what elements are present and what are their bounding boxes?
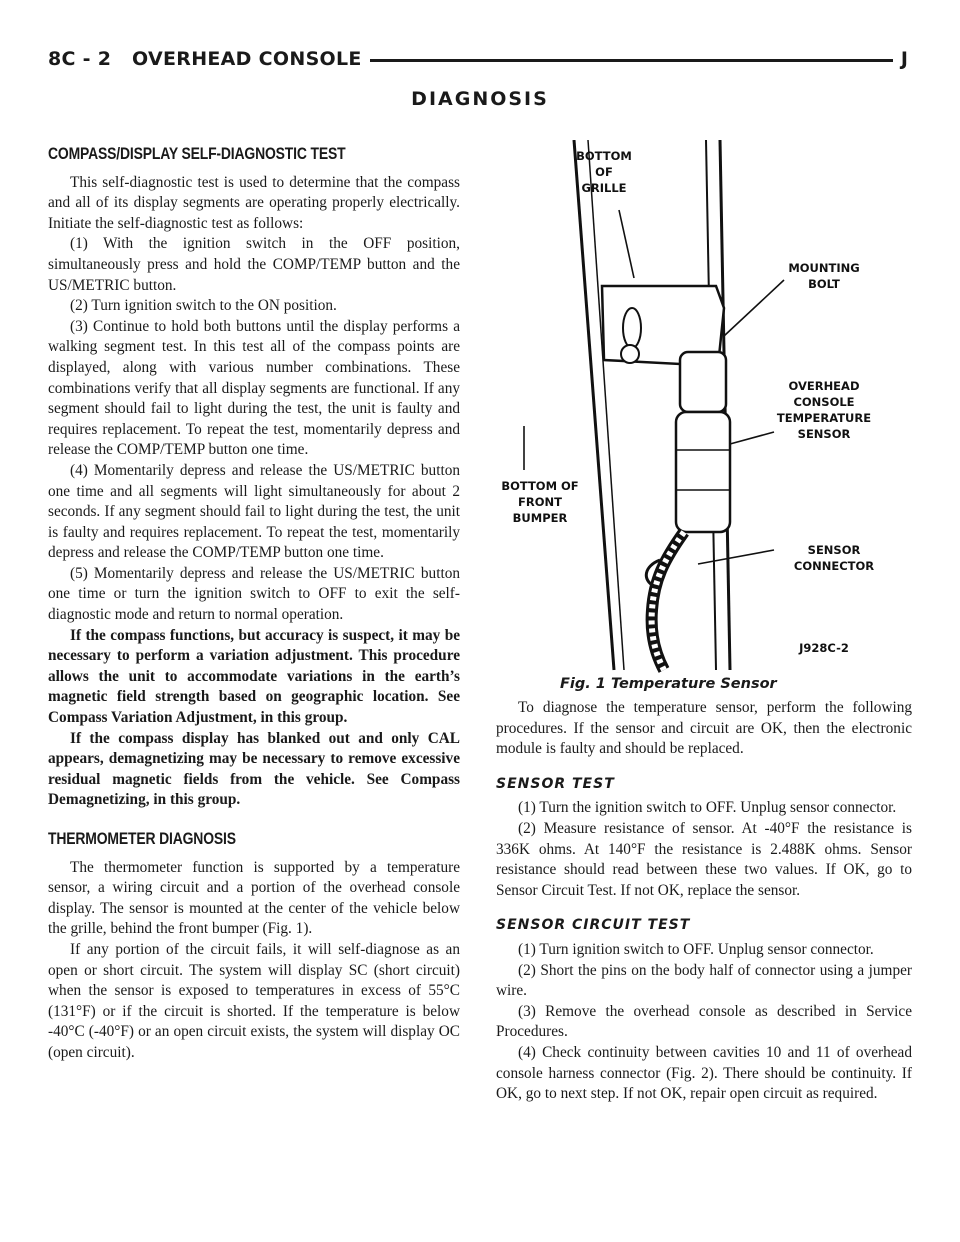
circuit-test-step: (1) Turn ignition switch to OFF. Unplug sensor connector.	[518, 940, 874, 958]
label-mounting-bolt: BOLT	[808, 277, 840, 291]
self-test-step: (3) Continue to hold both buttons until the display performs a walking segment test. In this test all of the compass points are displayed, along with various number combinations. These combinations verify that all display segments are functional. If any segment should fail to light during the test, the unit is faulty and requires replacement. To repeat the test, momentarily depress and release the COMP/TEMP button one time.	[48, 317, 460, 459]
circuit-test-step: (2) Short the pins on the body half of connector using a jumper wire.	[496, 961, 912, 1000]
label-bumper: BUMPER	[512, 511, 568, 525]
sensor-test-step: (2) Measure resistance of sensor. At -40°F the resistance is 336K ohms. At 140°F the resistance is 2.488K ohms. Sensor resistance should read between these two values. If OK, go to Sensor Circuit Test. If not OK, replace the sensor.	[496, 819, 912, 899]
thermo-para: If any portion of the circuit fails, it will self-diagnose as an open or short circuit. The system will display SC (short circuit) when the sensor is exposed to temperatures in excess of 55°C (131°F) or if the circuit is shorted. If the temperature is below -40°C (-40°F) or an open circuit exists, the system will display OC (open circuit).	[48, 940, 460, 1061]
label-bottom-grille: BOTTOM	[576, 149, 632, 163]
self-test-step: (5) Momentarily depress and release the US/METRIC button one time or turn the ignition switch to OFF to exit the self-diagnostic mode and return to normal operation.	[48, 564, 460, 624]
label-temp-sensor: SENSOR	[797, 427, 851, 441]
label-bottom-grille: GRILLE	[581, 181, 627, 195]
circuit-test-heading: SENSOR CIRCUIT TEST	[496, 917, 691, 934]
self-test-step: (1) With the ignition switch in the OFF position, simultaneously press and hold the COMP/TEMP button and the US/METRIC button.	[48, 235, 460, 294]
label-mounting-bolt: MOUNTING	[788, 261, 860, 275]
label-connector: SENSOR	[807, 543, 861, 557]
header-section: 8C - 2 OVERHEAD CONSOLE	[48, 48, 370, 70]
figure-temperature-sensor	[484, 140, 904, 680]
self-test-step: (2) Turn ignition switch to the ON position.	[70, 297, 337, 315]
circuit-test-step: (4) Check continuity between cavities 10 and 11 of overhead console harness connector (Fig. 2). There should be continuity. If OK, go to next step. If not OK, repair open circuit as required.	[496, 1043, 912, 1103]
label-bumper: BOTTOM OF	[501, 479, 579, 493]
label-temp-sensor: OVERHEAD	[788, 379, 860, 393]
self-test-step: (4) Momentarily depress and release the US/METRIC button one time and all segments will light simultaneously for about 2 seconds. If any segment should fail to light during the test, the unit is faulty and requires replacement. To repeat the test, momentarily depress and release the COMP/TEMP button one time.	[48, 461, 460, 562]
sensor-test-step: (1) Turn the ignition switch to OFF. Unplug sensor connector.	[518, 799, 897, 817]
circuit-test-step: (3) Remove the overhead console as described in Service Procedures.	[496, 1002, 912, 1041]
page-title: DIAGNOSIS	[411, 88, 549, 110]
thermo-para: The thermometer function is supported by a temperature sensor, a wiring circuit and a portion of the overhead console display. The sensor is mounted at the center of the vehicle below the grille, behind the front bumper (Fig. 1).	[48, 858, 460, 938]
thermo-heading: THERMOMETER DIAGNOSIS	[48, 829, 236, 848]
left-column	[48, 144, 460, 1064]
label-temp-sensor: CONSOLE	[793, 395, 855, 409]
figure-caption: Fig. 1 Temperature Sensor	[560, 676, 777, 692]
self-test-heading: COMPASS/DISPLAY SELF-DIAGNOSTIC TEST	[48, 144, 346, 163]
sensor-illustration	[484, 140, 904, 680]
label-bottom-grille: OF	[595, 165, 613, 179]
demagnetize-note: If the compass display has blanked out and only CAL appears, demagnetizing may be necessary to remove excessive residual magnetic fields from the vehicle. See Compass Demagnetizing, in this group.	[48, 729, 460, 809]
label-connector: CONNECTOR	[793, 559, 875, 573]
page-header	[48, 46, 908, 76]
self-test-para: This self-diagnostic test is used to determine that the compass and all of its display segments are operating properly electrically. Initiate the self-diagnostic test as follows:	[48, 173, 460, 232]
variation-note: If the compass functions, but accuracy is suspect, it may be necessary to perform a variation adjustment. This procedure allows the unit to accommodate variations in the earth’s magnetic field strength based on geographic location. See Compass Variation Adjustment, in this group.	[48, 626, 460, 727]
figure-code: J928C-2	[799, 641, 849, 655]
diagnose-intro: To diagnose the temperature sensor, perform the following procedures. If the sensor and circuit are OK, then the electronic module is faulty and should be replaced.	[496, 699, 912, 758]
label-temp-sensor: TEMPERATURE	[776, 411, 872, 425]
header-edition: J	[893, 48, 908, 70]
label-bumper: FRONT	[518, 495, 562, 509]
sensor-test-heading: SENSOR TEST	[496, 775, 615, 792]
right-column	[496, 698, 912, 1105]
